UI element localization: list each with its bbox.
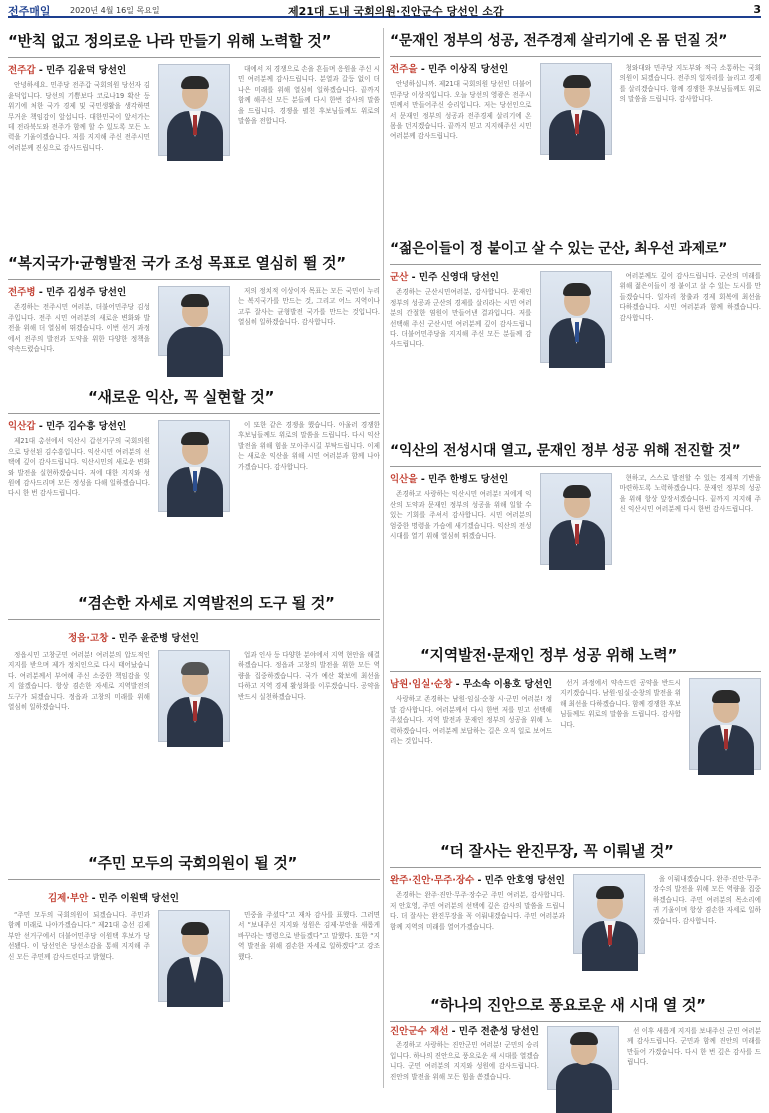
article-body-col2 (238, 286, 380, 356)
district: 남원·임실·순창 (390, 679, 453, 690)
district: 군산 (390, 272, 409, 283)
byline (390, 680, 552, 690)
paragraph: 존경하는 완주·진안·무주·장수군 주민 여러분, 감사합니다. 저 안호영, 주민 여러분의 선택에 깊은 감사의 말씀을 드립니다. 더 잘사는 완진무장을 꼭 이뤄내겠습니다. 주민 여러분과 함께 지역의 미래를 열어가겠습니다. (390, 891, 565, 931)
district: 김제·부안 (48, 893, 89, 904)
candidate-photo (540, 473, 612, 565)
paragraph: 업과 인사 등 다양한 분야에서 지역 현안을 해결하겠습니다. 정읍과 고창의 발전을 위한 모든 역량을 집중하겠습니다. 국가 예산 확보에 최선을 다하고 지역 경제 활성화를 이루겠습니다. 공약을 반드시 실천하겠습니다. (238, 651, 380, 701)
article-body-col2 (238, 64, 380, 156)
paragraph: 안녕하십니까. 제21대 국회의원 당선인 더불어민주당 이상직입니다. 오늘 당선의 영광은 전주시민께서 만들어주신 승리입니다. 저는 당선인으로서 문재인 정부의 성공과 전주경제 살리기에 온 몸을 던지겠습니다. 끝까지 믿고 지지해주신 시민 여러분께 감사드립니다. (390, 80, 532, 141)
byline (8, 66, 150, 76)
district: 진안군수 재선 (390, 1026, 449, 1037)
byline (390, 273, 532, 283)
article-body-col2 (653, 874, 761, 954)
article-body-col1 (390, 271, 532, 363)
candidate: - 무소속 이용호 당선인 (452, 679, 553, 690)
paragraph: 사랑하고 존경하는 남원·임실·순창 시·군민 여러분! 정말 감사합니다. 여러분께서 다시 한번 저를 믿고 선택해 주셨습니다. 지역 발전과 문재인 정부의 성공을 위해 노력하겠습니다. 여러분께 보답하는 길은 오직 일로 보여드리는 것입니다. (390, 695, 553, 746)
candidate-photo (573, 874, 645, 954)
paragraph: 현하고, 스스로 발전할 수 있는 경제적 기반을 마련하도록 노력하겠습니다. 문재인 정부의 성공을 위해 항상 앞장서겠습니다. 끝까지 지지해 주신 익산시민 여러분께 다시 한번 감사드립니다. (619, 474, 761, 514)
paragraph: 존경하는 군산시민여러분, 감사합니다. 문재인 정부의 성공과 군산의 경제를 살리라는 시민 여러분의 간절한 염원이 만들어낸 결과입니다. 저를 선택해 주신 군산시민 여러분께 깊이 감사드립니다. 더불어민주당을 지지해 주신 모든 분들께 감사드립니다. (390, 288, 532, 349)
paragraph: 존경하는 전주시민 여러분, 더불어민주당 김성주입니다. 전주 시민 여러분의 새로운 변화와 발전을 위해 더 열심히 뛰겠습니다. 이번 선거 과정에서 전주의 발전과 도약을 위한 다양한 정책을 약속드렸습니다. (8, 303, 150, 354)
headline: “하나의 진안으로 풍요로운 새 시대 열 것” (430, 996, 706, 1014)
paragraph: “주민 모두의 국회의원이 되겠습니다. 주민과 함께 미래로 나아가겠습니다.” 제21대 총선 김제부안 선거구에서 더불어민주당 이원택 후보가 당선됐다. 이 당선인은 당선소감을 통해 지지해 주신 모든 주민께 감사드린다고 밝혔다. (8, 911, 150, 961)
headline: “익산의 전성시대 열고, 문재인 정부 성공 위해 전진할 것” (390, 443, 741, 459)
candidate: - 민주 이원택 당선인 (88, 893, 179, 904)
article-body-col1 (8, 286, 150, 356)
district: 전주갑 (8, 65, 36, 76)
candidate-photo (158, 64, 230, 156)
candidate-photo (158, 420, 230, 512)
paragraph: 청와대와 민주당 지도부와 적극 소통하는 국회의원이 되겠습니다. 전주의 일자리를 늘리고 경제를 살리겠습니다. 함께 경쟁한 후보님들께도 위로의 말씀을 드립니다. 감사합니다. (619, 64, 761, 104)
candidate: - 민주 윤준병 당선인 (108, 633, 199, 644)
article-body-col1 (8, 910, 150, 1002)
district: 전주병 (8, 287, 36, 298)
byline (390, 1027, 539, 1037)
candidate-photo (158, 286, 230, 356)
candidate: - 민주 김윤덕 당선인 (35, 65, 127, 76)
byline (390, 876, 565, 886)
divider (390, 466, 761, 467)
article-body-col1 (390, 1026, 539, 1090)
article-body-col1 (390, 678, 552, 770)
divider (8, 879, 380, 880)
candidate: - 민주 한병도 당선인 (417, 474, 509, 485)
divider (390, 671, 761, 672)
divider (390, 1021, 761, 1022)
candidate: - 민주 김성주 당선인 (35, 287, 127, 298)
divider (8, 279, 380, 280)
paragraph: 을 이뤄내겠습니다. 완주·진안·무주·장수의 발전을 위해 모든 역량을 집중하겠습니다. 주민 여러분의 목소리에 귀 기울이며 항상 겸손한 자세로 일하겠습니다. 감사합니다. (652, 875, 761, 925)
district: 익산갑 (8, 421, 36, 432)
candidate: - 민주 김수흥 당선인 (35, 421, 127, 432)
article-body-col2 (627, 1026, 761, 1090)
article-body-col2 (238, 420, 380, 512)
headline: “겸손한 자세로 지역발전의 도구 될 것” (78, 594, 335, 612)
article-iksan-gap (8, 386, 380, 586)
candidate-photo (547, 1026, 619, 1090)
column-divider (383, 28, 384, 1088)
candidate: - 민주 이상직 당선인 (417, 64, 509, 75)
candidate: - 민주 안호영 당선인 (474, 875, 565, 886)
article-body-col1 (390, 473, 532, 565)
headline: “반칙 없고 정의로운 나라 만들기 위해 노력할 것” (8, 32, 332, 50)
article-body-col2 (620, 473, 762, 565)
candidate-photo (540, 271, 612, 363)
newspaper-name: 전주매일 (8, 5, 51, 18)
article-body-col2 (238, 910, 380, 1002)
section-title: 제21대 도내 국회의원·진안군수 당선인 소감 (288, 5, 504, 18)
divider (8, 57, 380, 58)
divider (390, 867, 761, 868)
divider (390, 264, 761, 265)
divider (8, 619, 380, 620)
article-jinan-county-governor (390, 994, 761, 1092)
candidate: - 민주 신영대 당선인 (408, 272, 499, 283)
paragraph: 선거 과정에서 약속드린 공약을 반드시 지키겠습니다. 남원·임실·순창의 발전을 위해 최선을 다하겠습니다. 함께 경쟁한 후보님들께도 위로의 말씀을 드립니다. 감사합니다. (560, 679, 681, 729)
article-jeonju-gap (8, 30, 380, 248)
article-body-col2 (620, 271, 762, 363)
article-body-col1 (390, 874, 565, 954)
divider (8, 413, 380, 414)
paragraph: 안녕하세요. 민주당 전주갑 국회의원 당선자 김윤덕입니다. 당선의 기쁨보다 코로나19 확산 등 위기에 처한 국가 경제 및 국민생활을 생각하면 무거운 책임감이 앞섭니다. 대한민국이 앞서가는 데 전라북도와 전주가 함께 할 수 있도록 모든 노력을 기울이겠습니다. 저를 지지해 주신 전주시민 여러분께 진심으로 감사드립니다. (8, 81, 150, 152)
district: 익산을 (390, 474, 418, 485)
headline: “문재인 정부의 성공, 전주경제 살리기에 온 몸 던질 것” (390, 33, 728, 49)
headline: “새로운 익산, 꼭 실현할 것” (88, 388, 275, 406)
article-iksan-eul (390, 440, 761, 636)
byline (8, 890, 380, 904)
district: 전주을 (390, 64, 418, 75)
headline: “주민 모두의 국회의원이 될 것” (88, 854, 298, 872)
article-gimje-buan (8, 852, 380, 1092)
headline: “더 잘사는 완진무장, 꼭 이뤄낼 것” (440, 842, 674, 860)
article-body-col2 (238, 650, 380, 742)
byline (8, 630, 380, 644)
article-body-col2 (560, 678, 681, 770)
candidate-photo (689, 678, 761, 770)
paragraph: 민중을 주셨다”고 재차 감사를 표했다. 그러면서 “보내주신 지지와 성원은 김제·부안을 새롭게 바꾸라는 명령으로 받들겠다”고 말했다. 또한 “지역 발전을 위해 겸손한 자세로 일하겠다”고 강조했다. (238, 911, 380, 961)
article-body-col1 (8, 64, 150, 156)
paragraph: 이 또한 같은 경쟁을 했습니다. 아울러 경쟁한 후보님들께도 위로의 말씀을 드립니다. 다시 익산 발전을 위해 힘을 모아주시길 부탁드립니다. 이제는 새로운 익산을 위해 시민 여러분과 함께 나아가겠습니다. 감사합니다. (238, 421, 380, 471)
paragraph: 여러분께도 깊이 감사드립니다. 군산의 미래를 위해 젊은이들이 정 붙이고 살 수 있는 도시를 만들겠습니다. 일자리 창출과 경제 회복에 최선을 다하겠습니다. 시민 여러분과 함께 하겠습니다. 감사합니다. (619, 272, 761, 322)
article-body-col1 (8, 420, 150, 512)
district: 정읍·고창 (68, 633, 109, 644)
candidate: - 민주 전춘성 당선인 (448, 1026, 539, 1037)
article-body-col1 (390, 63, 532, 155)
byline (8, 288, 150, 298)
paragraph: 존경하고 사랑하는 익산시민 여러분! 저에게 익산의 도약과 문재인 정부의 성공을 위해 일할 수 있는 기회를 주셔서 감사합니다. 시민 여러분의 엄중한 명령을 가슴에 새기겠습니다. 익산의 전성시대를 열기 위해 열심히 뛰겠습니다. (390, 490, 532, 541)
paragraph: 선 이후 새롭게 지지를 보내주신 군민 여러분께 감사드립니다. 군민과 함께 진안의 미래를 만들어 가겠습니다. 다시 한 번 깊은 감사를 드립니다. (626, 1027, 761, 1067)
byline (390, 65, 532, 75)
article-gunsan (390, 238, 761, 434)
article-body-col2 (620, 63, 762, 155)
paragraph: 저의 정치적 이상이자 목표는 모든 국민이 누리는 복지국가를 만드는 것, 그리고 어느 지역이나 고루 잘사는 균형발전 국가를 만드는 것입니다. 열심히 일하겠습니다. 감사합니다. (238, 287, 380, 327)
district: 완주·진안·무주·장수 (390, 875, 475, 886)
candidate-photo (540, 63, 612, 155)
byline (8, 422, 150, 432)
candidate-photo (158, 910, 230, 1002)
article-namwon-imsil-sunchang (390, 644, 761, 834)
paragraph: 제21대 총선에서 익산시 갑선거구의 국회의원으로 당선된 김수흥입니다. 익산시민 여러분의 선택에 깊이 감사드립니다. 익산시민의 새로운 변화와 발전을 실현하겠습니다. 저에 대한 지지와 성원에 감사드리며 모든 정성을 다해 일하겠습니다. 다시 한 번 감사드립니다. (8, 437, 150, 498)
article-wanju-jinan-muju-jangsu (390, 840, 761, 988)
headline: “복지국가·균형발전 국가 조성 목표로 열심히 뛸 것” (8, 254, 346, 272)
issue-date: 2020년 4월 16일 목요일 (70, 6, 160, 15)
article-jeongeup-gochang (8, 592, 380, 842)
divider (390, 56, 761, 57)
masthead (8, 2, 761, 18)
paragraph: 정읍시민 고창군민 여러분! 여러분의 압도적인 지지를 받으며 제가 정치인으로 다시 태어났습니다. 여러분께서 부여해 주신 소중한 책임감을 잊지 않겠습니다. 항상 겸손한 자세로 지역발전의 도구가 되겠습니다. 정읍과 고창의 미래를 위해 열심히 일하겠습니다. (8, 651, 150, 712)
headline: “젊은이들이 정 붙이고 살 수 있는 군산, 최우선 과제로” (390, 241, 728, 257)
article-jeonju-eul (390, 30, 761, 230)
paragraph: 대에서 저 경쟁으로 손을 흔들며 응원을 주신 시민 여러분께 감사드립니다. 분열과 갈등 없이 더 나은 미래를 위해 열심히 일하겠습니다. 끝까지 함께 해주신 모든 분들께 다시 한번 감사의 말씀을 드립니다. 경쟁을 펼친 후보님들께도 위로의 말씀을 전합니다. (238, 65, 380, 126)
article-jeonju-byeong (8, 252, 380, 380)
paragraph: 존경하고 사랑하는 진안군민 여러분! 군민의 승리입니다. 하나의 진안으로 풍요로운 새 시대를 열겠습니다. 군민 여러분의 지지와 성원에 감사드립니다. 진안의 발전을 위해 모든 힘을 쏟겠습니다. (390, 1041, 539, 1081)
article-body-col1 (8, 650, 150, 742)
candidate-photo (158, 650, 230, 742)
page-number: 3 (753, 3, 761, 16)
byline (390, 475, 532, 485)
headline: “지역발전·문재인 정부 성공 위해 노력” (420, 646, 678, 664)
